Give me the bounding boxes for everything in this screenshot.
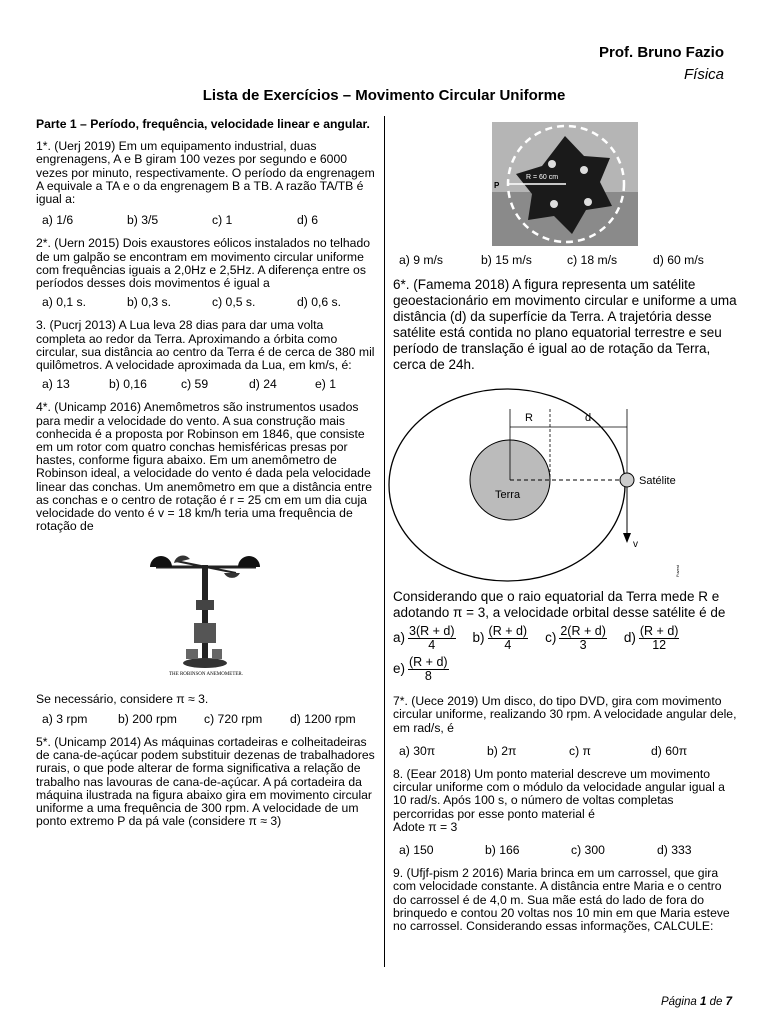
question-6: 6*. (Famema 2018) A figura representa um satélite geoestacionário em movimento circular e uniforme a uma distância (d) da superfície da Terra. A trajetória desse satélite está contida no plano equatorial terrestre e seu período de translação é igual ao de rotação da Terra, cerca de 24h. [393,277,737,373]
label-d: d [585,412,592,425]
option[interactable]: a) 0,1 s. [42,295,87,310]
author-name: Prof. Bruno Fazio [599,44,724,61]
option[interactable]: c) 0,5 s. [212,295,256,310]
anemometer-caption: THE ROBINSON ANEMOMETER. [168,672,244,678]
point-p-label: P [494,181,500,190]
question-5: 5*. (Unicamp 2014) As máquinas cortadeiras e colheitadeiras de cana-de-açúcar podem substituir dezenas de trabalhadores rurais, o que pode alterar de forma significativa a relação de trabalho nas lavouras de cana-de-açúcar. A pá cortadeira da máquina ilustrada na figura abaixo gira em movimento circular uniforme a uma frequência de 300 rpm. A velocidade de um ponto extremo P da pá vale (considere π ≈ 3) [36,734,375,829]
option[interactable]: c) 720 rpm [204,711,263,726]
question-1: 1*. (Uerj 2019) Em um equipamento industrial, duas engrenagens, A e B giram 100 vezes por segundo e 6000 vezes por minuto, respectivamente. O período da engrenagem A equivale a TA e o da engrenagem B a TB. A razão TA/TB é igual a: [36,139,375,207]
option[interactable]: c) 18 m/s [567,253,618,267]
question-2: 2*. (Uern 2015) Dois exaustores eólicos instalados no telhado de um galpão se encontram em movimento circular uniforme com frequências iguais a 2,0Hz e 2,5Hz. A diferença entre os períodos desses dois movimentos é igual a [36,236,370,291]
option[interactable]: a) 3 rpm [42,711,88,726]
question-4-options [42,713,376,726]
question-3: 3. (Pucrj 2013) A Lua leva 28 dias para dar uma volta completa ao redor da Terra. Aproximando a órbita como circular, sua distância ao centro da Terra é de cerca de 380 mil quilômetros. A velocidade aproximada da Lua, em km/s, é: [36,318,375,373]
option[interactable]: b) 0,3 s. [127,295,172,310]
option[interactable]: a) $\frac{3(R + d)}{4}$ [393,624,455,653]
option[interactable]: b) 2π [487,743,517,758]
option[interactable]: c) π [569,743,591,758]
subject-name: Física [683,66,724,83]
question-4-note: Se necessário, considere π ≈ 3. [36,692,209,707]
radius-label: R = 60 cm [526,174,559,181]
question-6-prompt: Considerando que o raio equatorial da Terra mede R e adotando π = 3, a velocidade orbital desse satélite é de [393,589,726,621]
label-earth: Terra [495,489,521,502]
option[interactable]: d) 24 [249,377,277,392]
question-2-options [42,296,376,309]
option[interactable]: b) $\frac{(R + d)}{4}$ [472,624,528,653]
option[interactable]: d) 60 m/s [653,253,704,267]
option[interactable]: c) $\frac{2(R + d)}{3}$ [545,624,606,653]
option[interactable]: c) 1 [212,213,233,228]
figure-credit: Fuvest [675,565,680,578]
column-divider [384,116,385,967]
option[interactable]: b) 3/5 [127,213,159,228]
cutting-blade-figure [492,122,638,246]
label-satellite: Satélite [639,475,676,488]
question-5-options [399,254,737,267]
anemometer-figure [146,545,266,677]
question-8: 8. (Eear 2018) Um ponto material descreve um movimento circular uniforme com o módulo da velocidade angular igual a 10 rad/s. Após 100 s, o número de voltas completas percorridas por esse ponto material é [393,767,725,821]
question-9: 9. (Ufjf-pism 2 2016) Maria brinca em um carrossel, que gira com velocidade constante. A distância entre Maria e o centro do carrossel é de 4,0 m. Sua mãe está do lado de fora do brinquedo e contou 20 voltas nos 10 min em que Maria esteve no carrossel. Considerando essas informações, CALCULE: [393,866,730,934]
question-7-options [399,745,737,758]
question-7: 7*. (Uece 2019) Um disco, do tipo DVD, gira com movimento circular uniforme, realizando 30 rpm. A velocidade angular dele, em rad/s, é [393,694,737,735]
satellite-figure [387,381,687,585]
option[interactable]: d) 333 [657,843,692,858]
label-velocity: v [633,539,638,551]
label-r: R [525,412,533,425]
option[interactable]: d) $\frac{(R + d)}{12}$ [623,624,679,653]
option[interactable]: d) 1200 rpm [290,711,356,726]
right-column [393,118,737,933]
option[interactable]: b) 15 m/s [481,253,532,267]
question-3-options [42,378,376,391]
question-4: 4*. (Unicamp 2016) Anemômetros são instrumentos usados para medir a velocidade do vento. A sua construção mais conhecida é a proposta por Robinson em 1846, que consiste em um rotor com quatro conchas hemisféricas presas por hastes, conforme figura abaixo. Em um anemômetro de Robinson ideal, a velocidade do vento é dada pela velocidade linear das conchas. Um anemômetro em que a distância entre as conchas e o centro de rotação é r = 25 cm em um dia cuja velocidade do vento é v = 18 km/h teria uma frequência de rotação de [36,400,373,534]
option[interactable]: b) 200 rpm [118,711,177,726]
option[interactable]: e) 1 [315,377,337,392]
question-8-note: Adote π = 3 [393,819,458,834]
option[interactable]: b) 166 [485,843,520,858]
option[interactable]: a) 9 m/s [399,253,444,267]
option[interactable]: b) 0,16 [109,377,147,392]
left-column [36,118,376,828]
option[interactable]: c) 59 [181,377,209,392]
option[interactable]: a) 13 [42,377,70,392]
question-6-options [393,625,737,652]
option[interactable]: d) 60π [651,743,688,758]
option[interactable]: e) $\frac{(R + d)}{8}$ [393,655,448,684]
option[interactable]: d) 6 [297,213,319,228]
option[interactable]: a) 30π [399,743,436,758]
question-1-options [42,214,376,227]
section-heading: Parte 1 – Período, frequência, velocidade linear e angular. [36,117,370,131]
question-6-options-2 [393,656,737,683]
option[interactable]: a) 1/6 [42,213,74,228]
question-8-options [399,844,737,857]
option[interactable]: d) 0,6 s. [297,295,342,310]
option[interactable]: a) 150 [399,843,434,858]
page-title: Lista de Exercícios – Movimento Circular Uniforme [202,87,566,104]
page-footer: Página 1 de 7 [660,996,732,1008]
option[interactable]: c) 300 [571,843,605,858]
